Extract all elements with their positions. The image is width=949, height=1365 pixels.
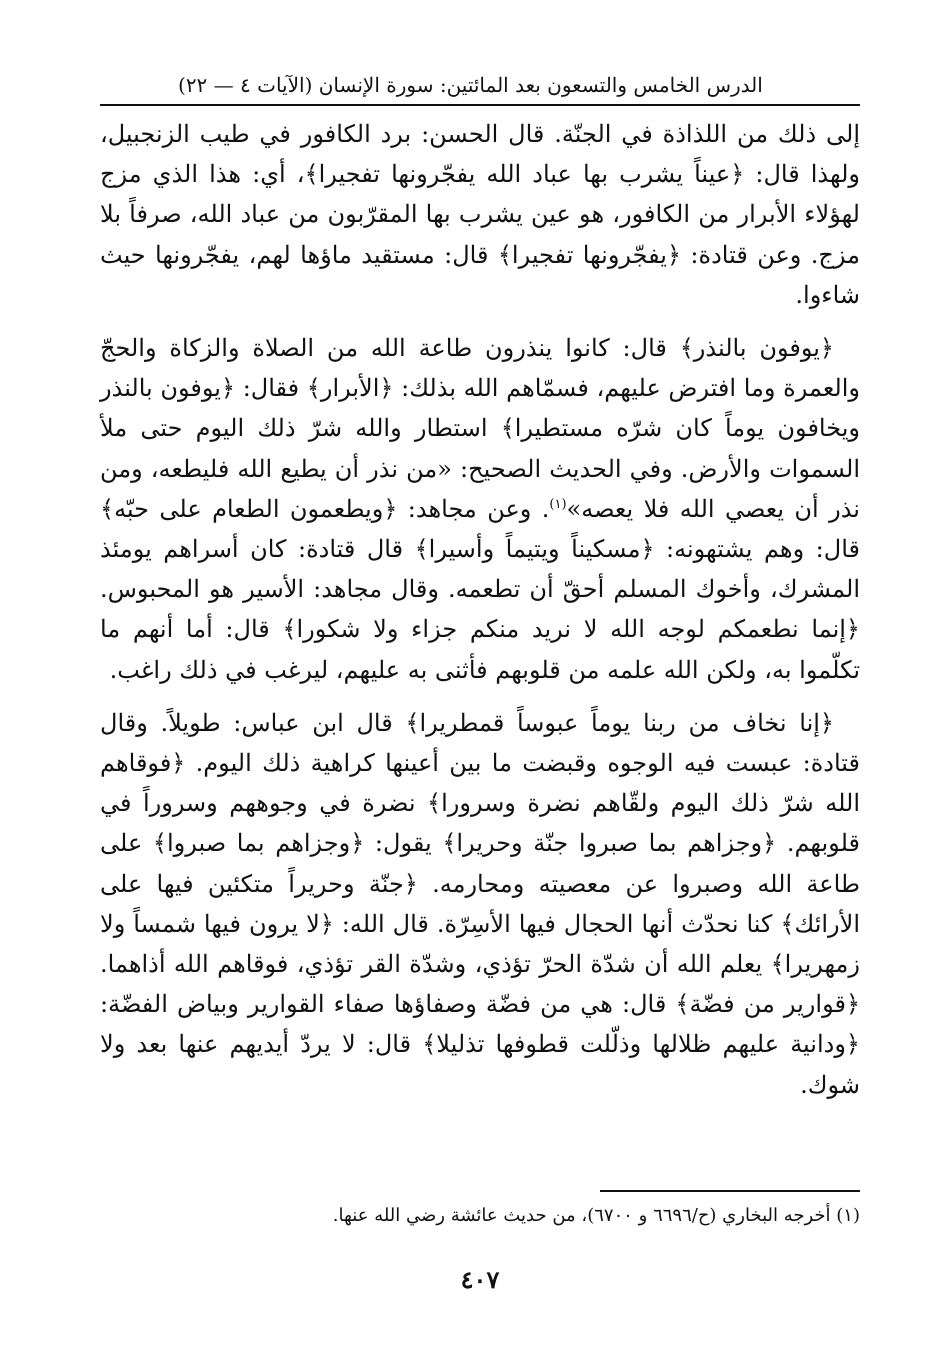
book-page — [100, 70, 860, 1340]
footnote-rule — [600, 1190, 860, 1192]
paragraph-2-continued: . وعن مجاهد: ﴿ويطعمون الطعام على حبّه﴾ قال: وهم يشتهونه: ﴿مسكيناً ويتيماً وأسيرا﴾ قال قتادة: كان أسراهم يومئذ المشرك، وأخوك المسلم أحقّ أن تطعمه. وقال مجاهد: الأسير هو المحبوس. ﴿إنما نطعمكم لوجه الله لا نريد منكم جزاء ولا شكورا﴾ قال: أما أنهم ما تكلّموا به، ولكن الله علمه من قلوبهم فأثنى به عليهم، ليرغب في ذلك راغب. — [100, 494, 860, 684]
paragraph-2 — [100, 328, 860, 690]
paragraph-1: إلى ذلك من اللذاذة في الجنّة. قال الحسن: برد الكافور في طيب الزنجبيل، ولهذا قال: ﴿عيناً يشرب بها عباد الله يفجّرونها تفجيرا﴾، أي: هذا الذي مزج لهؤلاء الأبرار من الكافور، هو عين يشرب بها المقرّبون من عباد الله، صرفاً بلا مزج. وعن قتادة: ﴿يفجّرونها تفجيرا﴾ قال: مستقيد ماؤها لهم، يفجّرونها حيث شاءوا. — [100, 120, 860, 309]
footnote-rule-wrap — [100, 1190, 860, 1192]
paragraph-3: ﴿إنا نخاف من ربنا يوماً عبوساً قمطريرا﴾ قال ابن عباس: طويلاً. وقال قتادة: عبست فيه الوجوه وقبضت ما بين أعينها كراهية ذلك اليوم. ﴿فوقاهم الله شرّ ذلك اليوم ولقّاهم نضرة وسرورا﴾ نضرة في وجوههم وسروراً في قلوبهم. ﴿وجزاهم بما صبروا جنّة وحريرا﴾ يقول: ﴿وجزاهم بما صبروا﴾ على طاعة الله وصبروا عن معصيته ومحارمه. ﴿جنّة وحريراً متكئين فيها على الأرائك﴾ كنا نحدّث أنها الحجال فيها الأسِرّة. قال الله: ﴿لا يرون فيها شمساً ولا زمهريرا﴾ يعلم الله أن شدّة الحرّ تؤذي، وشدّة القر تؤذي، فوقاهم الله أذاهما. ﴿قوارير من فضّة﴾ قال: هي من فضّة وصفاؤها صفاء القوارير وبياض الفضّة: ﴿ودانية عليهم ظلالها وذلّلت قطوفها تذليلا﴾ قال: لا يردّ أيديهم عنها بعد ولا شوك. — [100, 708, 861, 1099]
footnote-reference: (١) — [549, 496, 567, 512]
running-header: الدرس الخامس والتسعون بعد المائتين: سورة الإنسان (الآيات ٤ — ٢٢) — [178, 73, 763, 97]
paragraph-2-text: ﴿يوفون بالنذر﴾ قال: كانوا ينذرون طاعة الله من الصلاة والزكاة والحجّ والعمرة وما افترض عليهم، فسمّاهم الله بذلك: ﴿الأبرار﴾ فقال: ﴿يوفون بالنذر ويخافون يوماً كان شرّه مستطيرا﴾ استطار والله شرّ ذلك اليوم حتى ملأ السموات والأرض. وفي الحديث الصحيح: «من نذر أن يطيع الله فليطعه، ومن نذر أن يعصي الله فلا يعصه» — [100, 334, 860, 523]
footnote-1: (١) أخرجه البخاري (ح/٦٦٩٦ و ٦٧٠٠)، من حديث عائشة رضي الله عنها. — [332, 1205, 860, 1226]
page-number: ٤٠٧ — [460, 1265, 500, 1294]
main-text — [100, 114, 860, 1105]
header-rule — [100, 104, 860, 106]
footnotes — [100, 1190, 860, 1230]
